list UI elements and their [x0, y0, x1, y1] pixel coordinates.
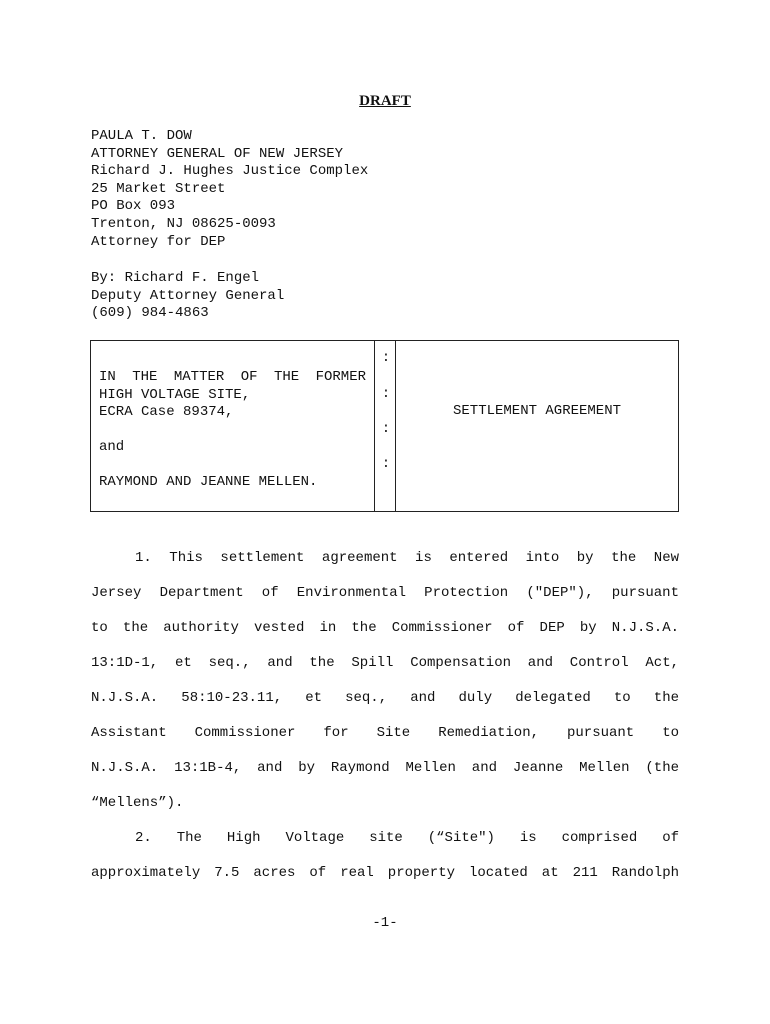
byline-block: [91, 270, 284, 323]
header-line: PO Box 093: [91, 198, 176, 215]
draft-label: DRAFT: [359, 93, 411, 109]
caption-separator: :: [381, 386, 391, 402]
caption-line: IN THE MATTER OF THE FORMER: [99, 369, 366, 385]
page-number: -1-: [372, 915, 398, 931]
caption-title: SETTLEMENT AGREEMENT: [452, 403, 622, 419]
byline-line: Deputy Attorney General: [91, 287, 285, 304]
caption-line: and: [99, 439, 125, 455]
body-line: N.J.S.A. 58:10-23.11, et seq., and duly delegated to the: [91, 690, 679, 706]
body-line: Assistant Commissioner for Site Remediation, pursuant to: [91, 725, 679, 741]
caption-parties: [91, 341, 374, 511]
body-line: to the authority vested in the Commissioner of DEP by N.J.S.A.: [91, 620, 679, 636]
body-line: 2. The High Voltage site (“Site") is comprised of: [135, 830, 679, 846]
body-line: 13:1D-1, et seq., and the Spill Compensation and Control Act,: [91, 655, 679, 671]
caption-separator: :: [381, 350, 391, 366]
caption-line: RAYMOND AND JEANNE MELLEN.: [99, 474, 318, 490]
body-line: “Mellens”).: [91, 795, 184, 811]
caption-separator: :: [381, 421, 391, 437]
header-line: PAULA T. DOW: [91, 128, 192, 144]
header-line: ATTORNEY GENERAL OF NEW JERSEY: [91, 145, 344, 162]
header-line: Trenton, NJ 08625-0093: [91, 215, 276, 232]
attorney-header: [91, 128, 368, 251]
case-caption-box: [90, 340, 679, 512]
header-line: 25 Market Street: [91, 180, 226, 197]
byline-line: By: Richard F. Engel: [91, 270, 260, 286]
caption-separator-column: [374, 341, 396, 511]
body-line: Jersey Department of Environmental Protection ("DEP"), pursuant: [91, 585, 679, 601]
body-line: 1. This settlement agreement is entered into by the New: [135, 550, 679, 566]
body-line: approximately 7.5 acres of real property located at 211 Randolph: [91, 865, 679, 881]
byline-line: (609) 984-4863: [91, 305, 209, 322]
header-line: Richard J. Hughes Justice Complex: [91, 163, 369, 180]
caption-separator: :: [381, 456, 391, 472]
header-line: Attorney for DEP: [91, 233, 226, 250]
caption-line: HIGH VOLTAGE SITE,: [99, 387, 251, 403]
body-line: N.J.S.A. 13:1B-4, and by Raymond Mellen and Jeanne Mellen (the: [91, 760, 679, 776]
caption-title-cell: [396, 341, 678, 511]
caption-line: ECRA Case 89374,: [99, 404, 234, 420]
